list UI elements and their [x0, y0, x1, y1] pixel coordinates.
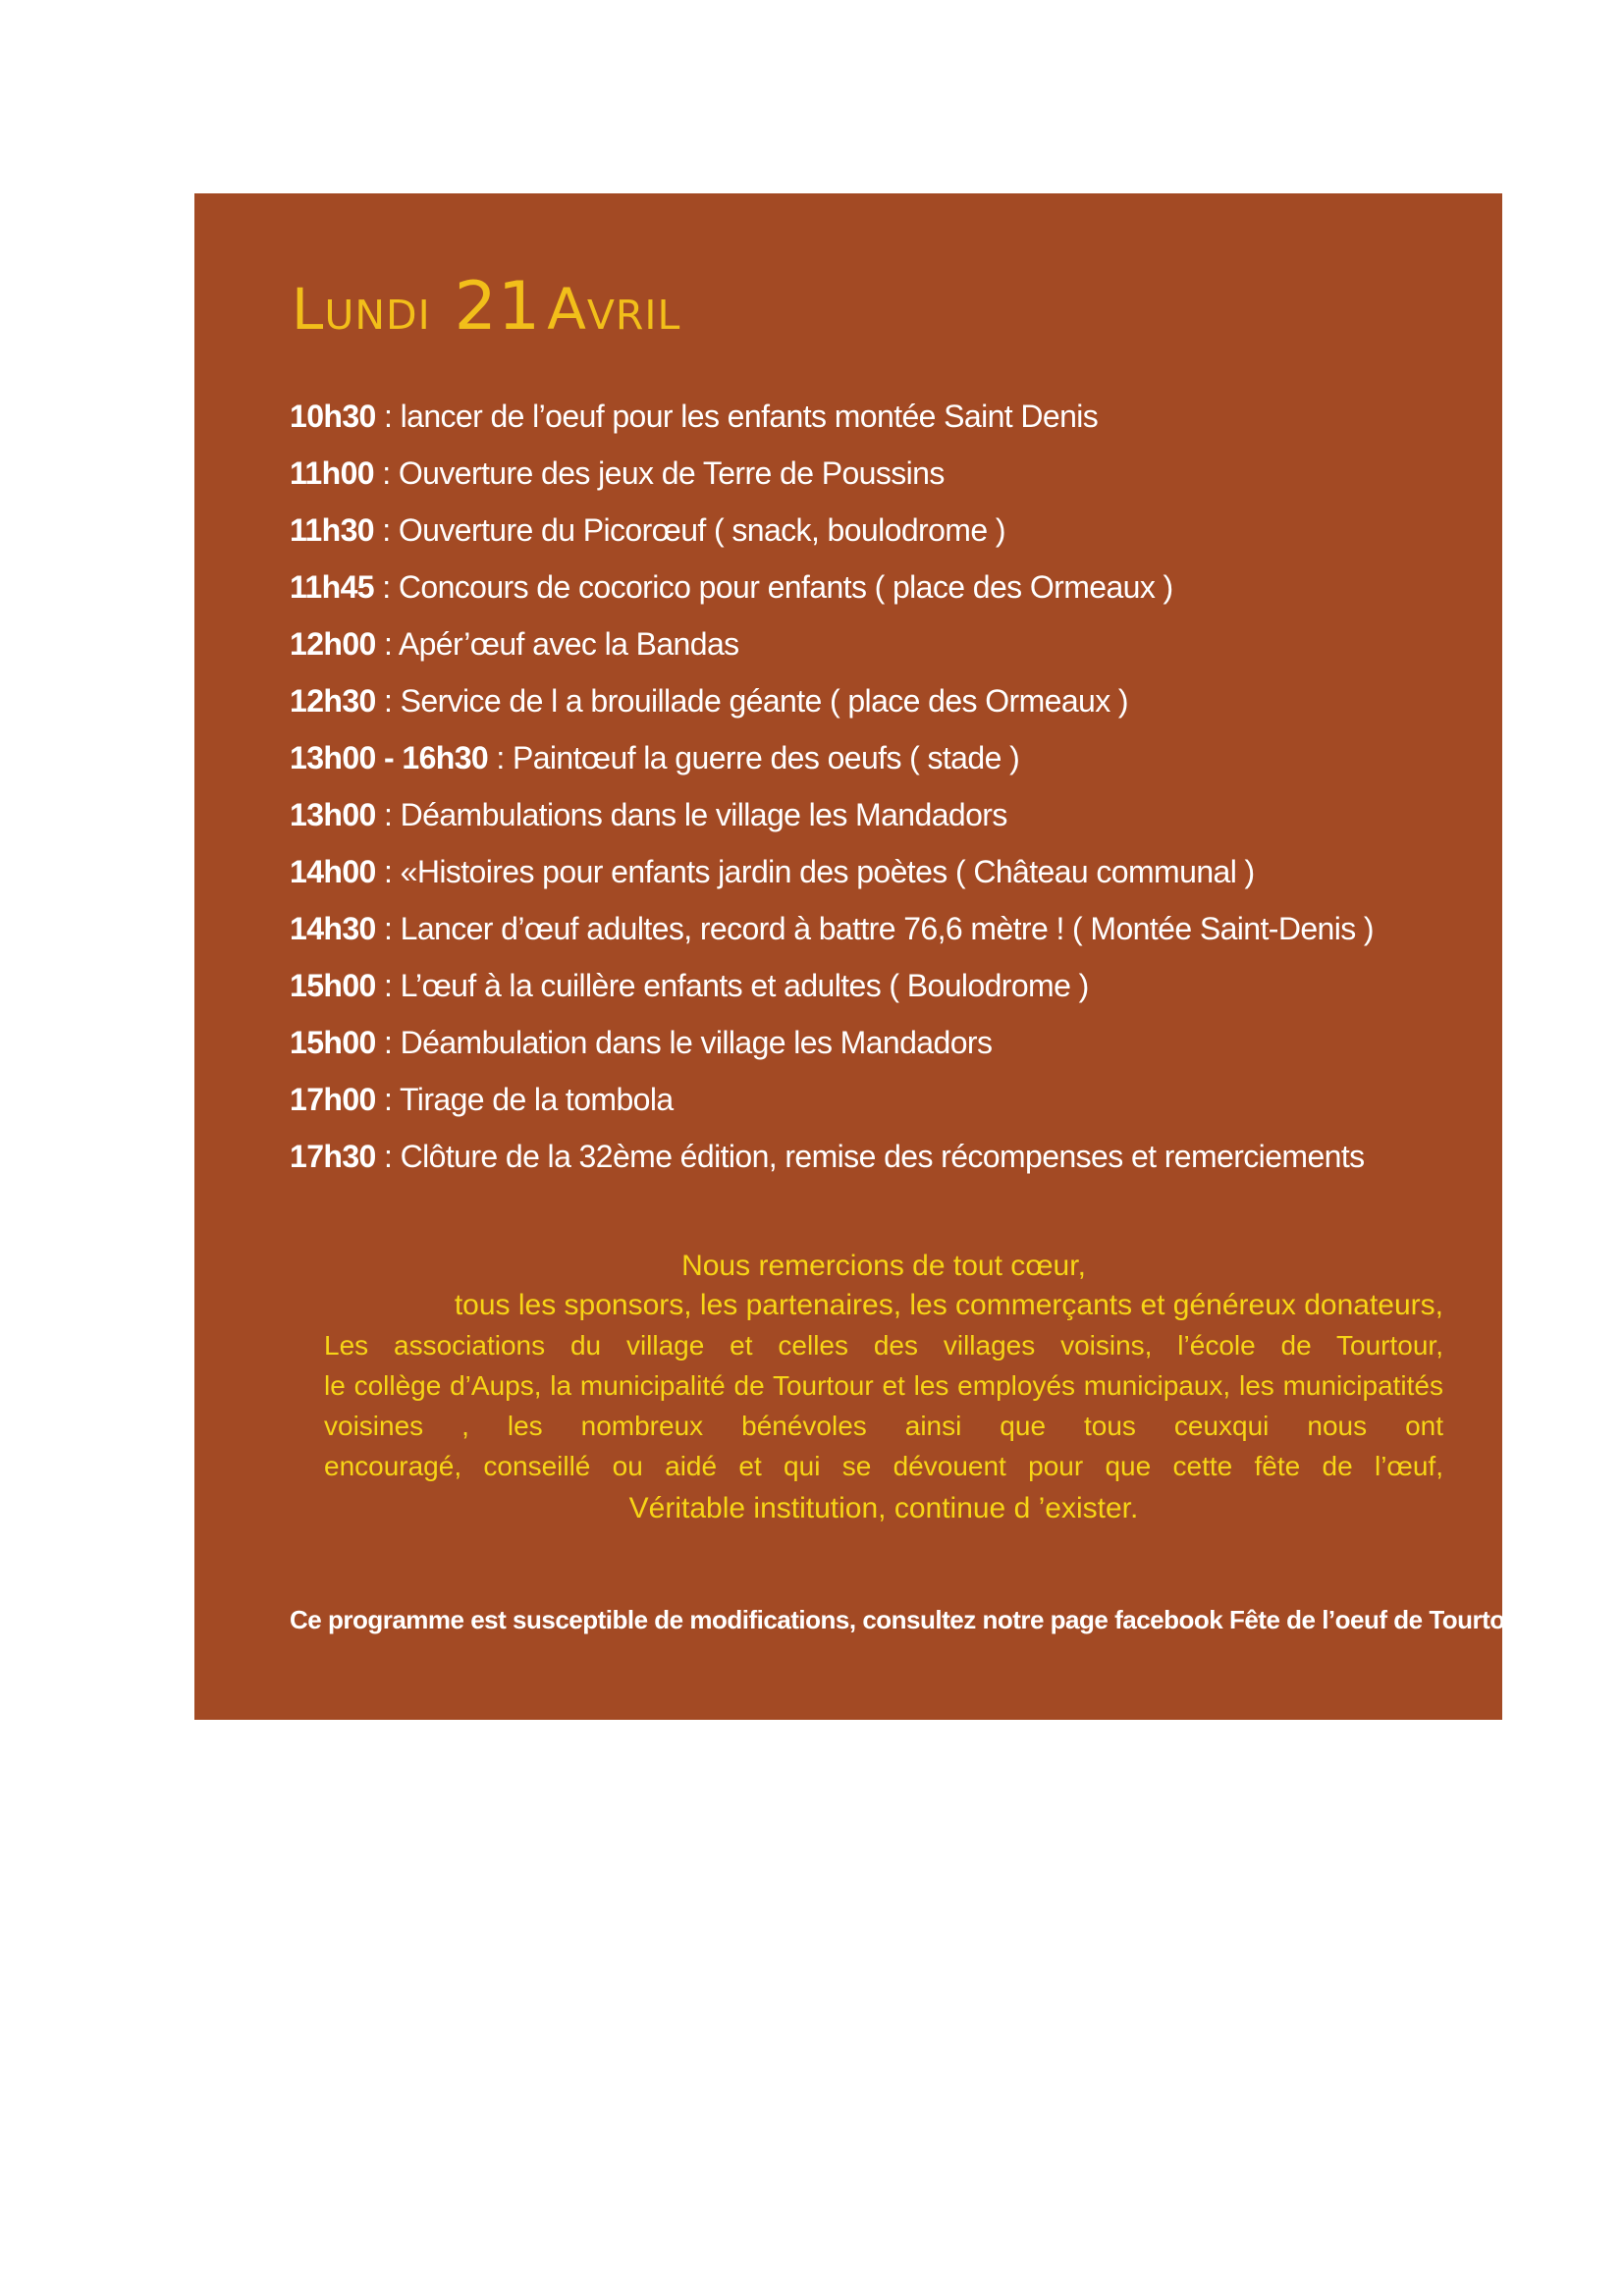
- title-month: Avril: [547, 276, 681, 343]
- program-panel: [194, 193, 1530, 1720]
- schedule-text: : «Histoires pour enfants jardin des poètes ( Château communal ): [375, 854, 1255, 889]
- schedule-text: : Ouverture du Picorœuf ( snack, boulodrome ): [373, 512, 1005, 548]
- schedule-time: 12h00: [290, 626, 376, 662]
- schedule-item: [290, 843, 1448, 900]
- schedule-time: 10h30: [290, 399, 376, 434]
- schedule-item: [290, 502, 1448, 559]
- schedule-time: 17h00: [290, 1082, 376, 1117]
- page-title: [292, 268, 681, 346]
- schedule-text: : Ouverture des jeux de Terre de Poussins: [373, 455, 945, 491]
- schedule-item: [290, 786, 1448, 843]
- schedule-list: [290, 388, 1448, 1185]
- schedule-text: : lancer de l’oeuf pour les enfants montée Saint Denis: [375, 399, 1099, 434]
- footer-note: Ce programme est susceptible de modifications, consultez notre page facebook Fête de l’oeuf de Tourtour: [290, 1605, 1530, 1634]
- schedule-item: [290, 1128, 1448, 1185]
- schedule-time: 11h45: [290, 569, 374, 605]
- schedule-time: 11h30: [290, 512, 374, 548]
- schedule-item: [290, 615, 1448, 672]
- schedule-text: : Lancer d’œuf adultes, record à battre 76,6 mètre ! ( Montée Saint-Denis ): [375, 911, 1374, 946]
- schedule-text: : Apér’œuf avec la Bandas: [375, 626, 739, 662]
- schedule-text: : Déambulation dans le village les Mandadors: [375, 1025, 993, 1060]
- thanks-paragraph-line: le collège d’Aups, la municipalité de Tourtour et les employés municipaux, les municipatités: [324, 1370, 1443, 1401]
- schedule-time: 17h30: [290, 1139, 376, 1174]
- schedule-item: [290, 1071, 1448, 1128]
- schedule-text: : Tirage de la tombola: [375, 1082, 674, 1117]
- schedule-text: : Déambulations dans le village les Mandadors: [375, 797, 1007, 832]
- schedule-item: [290, 445, 1448, 502]
- schedule-time: 12h30: [290, 683, 376, 719]
- thanks-closing: Véritable institution, continue d ’exister.: [628, 1492, 1139, 1524]
- schedule-text: : Service de l a brouillade géante ( place des Ormeaux ): [375, 683, 1128, 719]
- schedule-text: : L’œuf à la cuillère enfants et adultes ( Boulodrome ): [375, 968, 1089, 1003]
- thanks-section: [324, 1247, 1443, 1531]
- schedule-item: [290, 559, 1448, 615]
- schedule-time: 14h30: [290, 911, 376, 946]
- schedule-item: [290, 957, 1448, 1014]
- title-day: Lundi: [292, 276, 431, 343]
- schedule-item: [290, 900, 1448, 957]
- schedule-time: 14h00: [290, 854, 376, 889]
- title-date-number: 21: [454, 268, 542, 346]
- thanks-heading: Nous remercions de tout cœur,: [681, 1250, 1086, 1282]
- schedule-text: : Paintœuf la guerre des oeufs ( stade ): [488, 740, 1020, 775]
- thanks-sponsors-line: tous les sponsors, les partenaires, les commerçants et généreux donateurs,: [454, 1289, 1443, 1321]
- thanks-paragraph: [324, 1325, 1443, 1486]
- schedule-time: 11h00: [290, 455, 374, 491]
- schedule-time: 13h00: [290, 797, 376, 832]
- schedule-time: 15h00: [290, 1025, 376, 1060]
- schedule-time: 15h00: [290, 968, 376, 1003]
- thanks-paragraph-line: Les associations du village et celles des villages voisins, l’école de Tourtour,: [324, 1330, 1443, 1361]
- schedule-time: 13h00 - 16h30: [290, 740, 489, 775]
- schedule-text: : Clôture de la 32ème édition, remise des récompenses et remerciements: [375, 1139, 1365, 1174]
- schedule-item: [290, 388, 1448, 445]
- thanks-paragraph-line: encouragé, conseillé ou aidé et qui se dévouent pour que cette fête de l’œuf,: [324, 1451, 1443, 1481]
- schedule-item: [290, 672, 1448, 729]
- schedule-text: : Concours de cocorico pour enfants ( place des Ormeaux ): [373, 569, 1173, 605]
- thanks-paragraph-line: voisines , les nombreux bénévoles ainsi que tous ceuxqui nous ont: [324, 1411, 1443, 1441]
- schedule-item: [290, 1014, 1448, 1071]
- schedule-item: [290, 729, 1448, 786]
